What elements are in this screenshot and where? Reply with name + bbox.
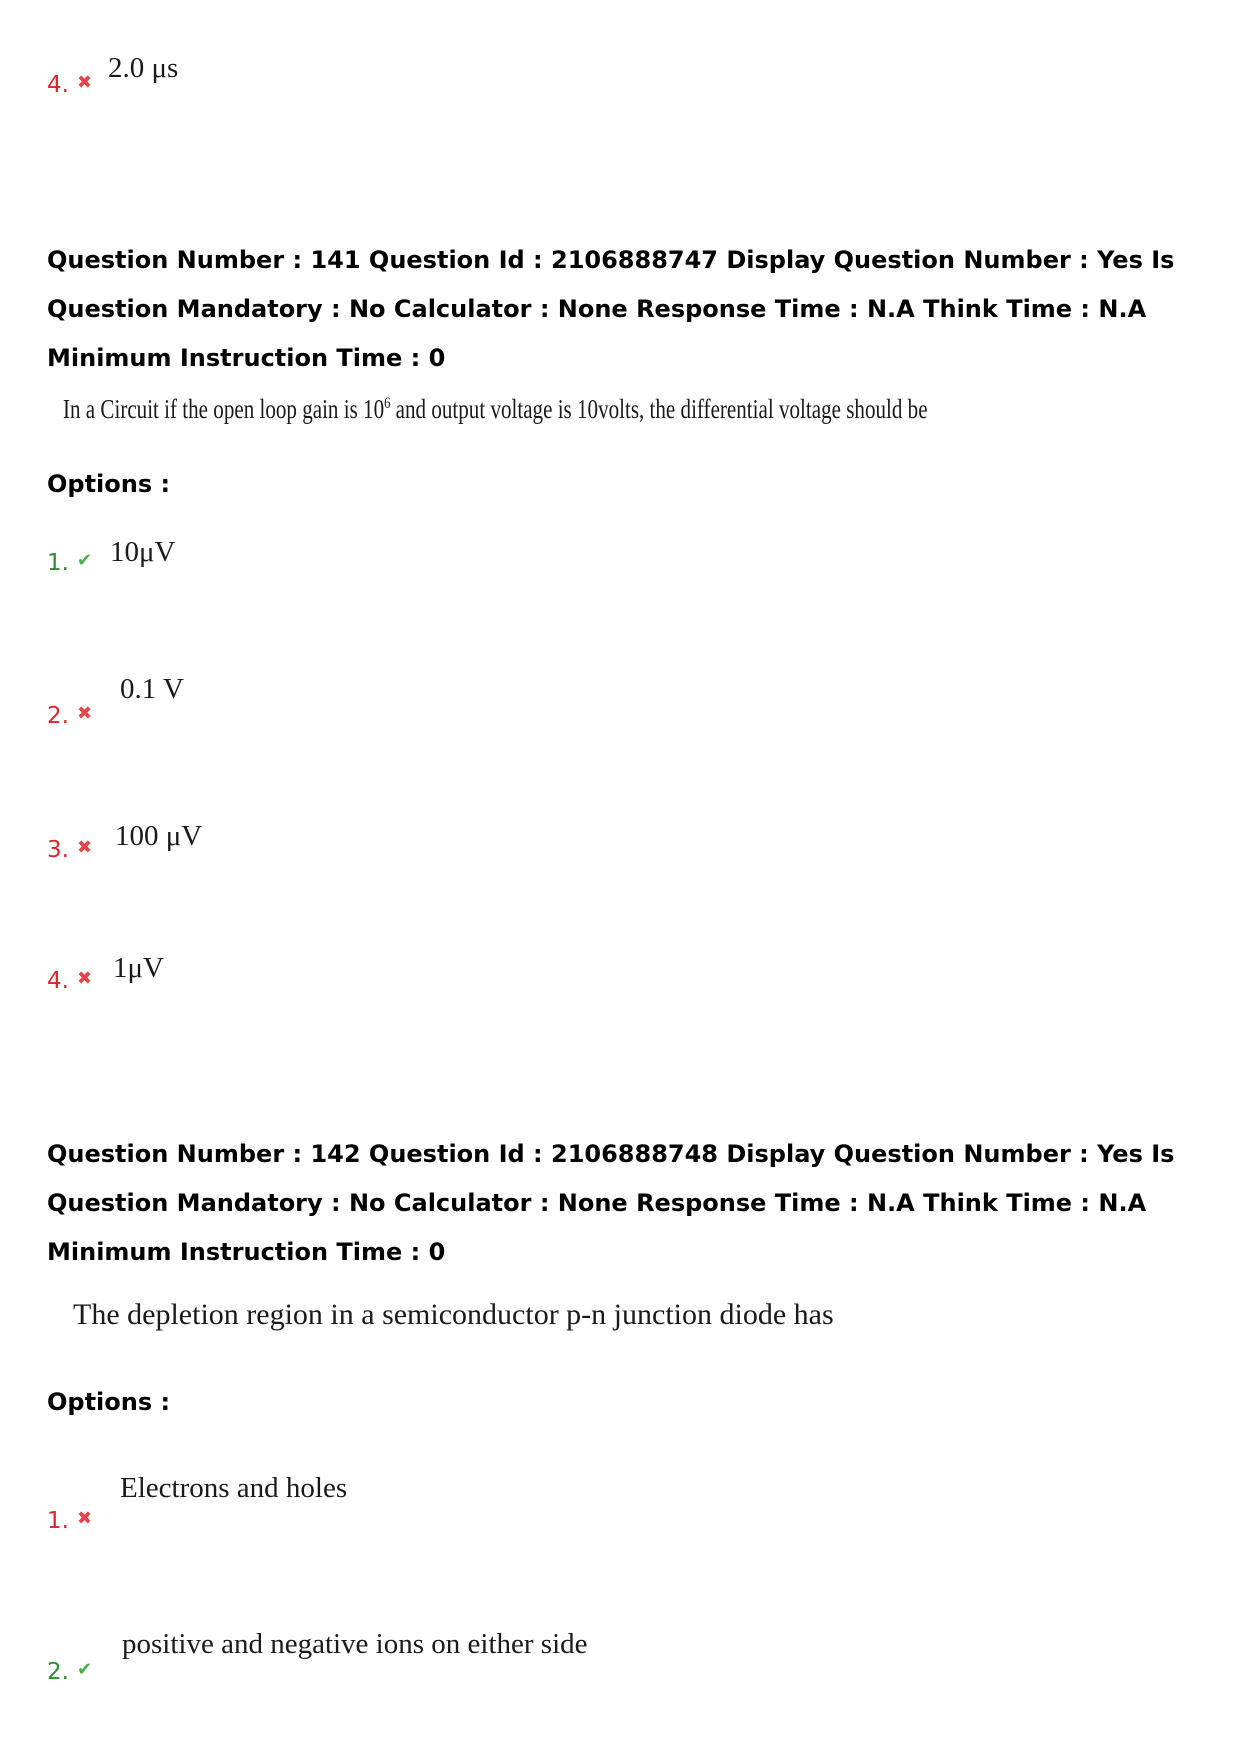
correct-mark-icon: ✔: [76, 550, 93, 571]
wrong-mark-icon: ✖: [76, 72, 93, 93]
option-text: Electrons and holes: [120, 1472, 348, 1504]
option-row: [47, 968, 92, 994]
wrong-mark-icon: ✖: [76, 968, 93, 989]
option-number: 2.: [47, 1659, 69, 1685]
option-number: 2.: [47, 703, 69, 729]
correct-mark-icon: ✔: [76, 1659, 93, 1680]
option-text: 10μV: [110, 536, 176, 568]
question-text: The depletion region in a semiconductor p-n junction diode has: [73, 1298, 834, 1331]
option-text: 2.0 μs: [108, 52, 179, 84]
option-row: [47, 1659, 92, 1685]
wrong-mark-icon: ✖: [76, 1508, 93, 1529]
option-row: [47, 550, 92, 576]
option-row: [47, 837, 92, 863]
option-text: 0.1 V: [120, 673, 184, 705]
option-number: 3.: [47, 837, 69, 863]
options-label: Options :: [47, 1388, 171, 1416]
question-header: Question Number : 142 Question Id : 2106888748 Display Question Number : Yes Is Question Mandatory : No Calculator : None Response Time : N.A Think Time : N.A Minimum Instruction Time : 0: [47, 1140, 1175, 1266]
question-text: In a Circuit if the open loop gain is $10^6$ and output voltage is 10volts, the differential voltage should be: [63, 394, 928, 424]
option-row: [47, 72, 92, 98]
wrong-mark-icon: ✖: [76, 703, 93, 724]
option-number: 1.: [47, 1508, 69, 1534]
options-label: Options :: [47, 470, 171, 498]
question-header: Question Number : 141 Question Id : 2106888747 Display Question Number : Yes Is Question Mandatory : No Calculator : None Response Time : N.A Think Time : N.A Minimum Instruction Time : 0: [47, 246, 1175, 372]
option-row: [47, 703, 92, 729]
option-number: 1.: [47, 550, 69, 576]
option-row: [47, 1508, 92, 1534]
option-text: positive and negative ions on either side: [122, 1628, 588, 1660]
wrong-mark-icon: ✖: [76, 837, 93, 858]
option-number: 4.: [47, 72, 69, 98]
option-number: 4.: [47, 968, 69, 994]
option-text: 100 μV: [115, 820, 203, 852]
option-text: 1μV: [113, 952, 164, 984]
